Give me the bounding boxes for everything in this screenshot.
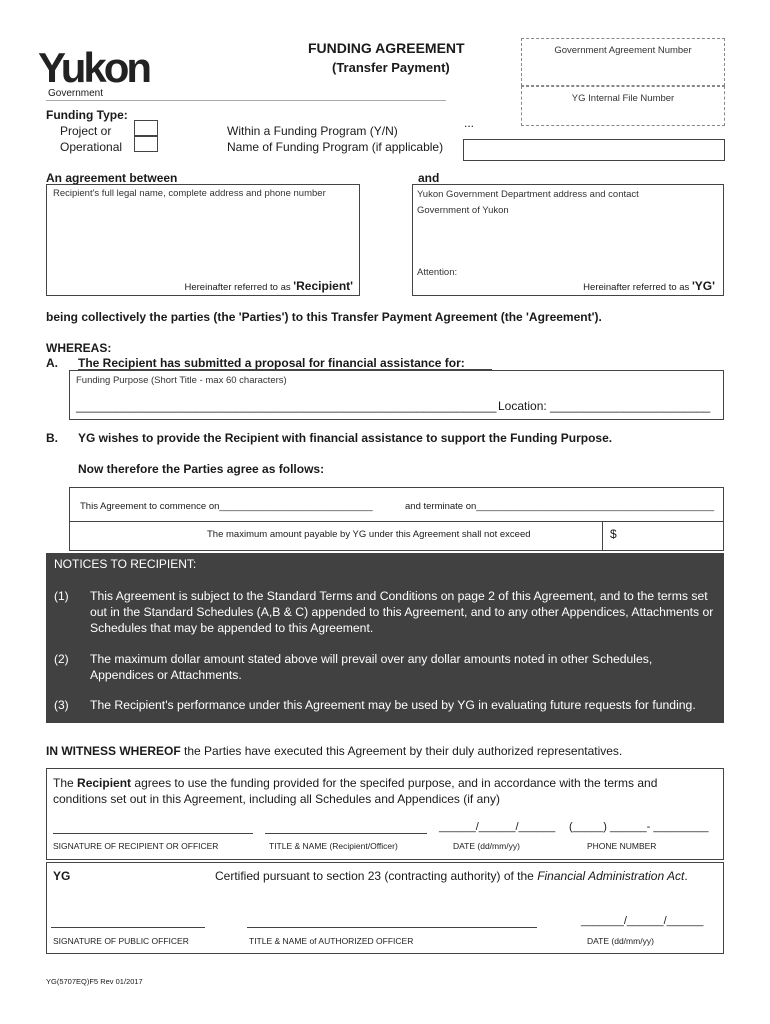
commence-field[interactable]: This Agreement to commence on_____________________________ [80, 501, 373, 512]
recipient-signature-line[interactable] [53, 833, 253, 834]
funding-purpose-box[interactable] [69, 370, 724, 420]
whereas-b-letter: B. [46, 431, 58, 445]
recipient-pre: The [53, 776, 74, 790]
yg-heading: YG [53, 869, 71, 883]
yg-signature-line[interactable] [51, 927, 205, 928]
witness-bold: IN WITNESS WHEREOF [46, 744, 181, 758]
yg-ref-prefix: Hereinafter referred to as [583, 282, 690, 293]
funding-type-operational: Operational [60, 140, 123, 154]
whereas-a-letter: A. [46, 356, 58, 370]
yukon-logo [38, 36, 162, 88]
witness-text [46, 744, 622, 758]
form-subtitle: (Transfer Payment) [332, 60, 450, 75]
whereas-a-text: The Recipient has submitted a proposal for financial assistance for: [78, 356, 465, 370]
recipient-phone-label: PHONE NUMBER [587, 841, 657, 851]
yg-date-label: DATE (dd/mm/yy) [587, 936, 654, 946]
max-amount-input[interactable]: $ [610, 527, 617, 541]
gov-agreement-number-label: Government Agreement Number [554, 45, 692, 56]
recipient-signature-box [46, 768, 724, 860]
notice-number: (1) [54, 589, 69, 603]
recipient-title-line[interactable] [265, 833, 427, 834]
yg-title-label: TITLE & NAME of AUTHORIZED OFFICER [249, 936, 414, 946]
notice-text: This Agreement is subject to the Standard Terms and Conditions on page 2 of this Agreement, and to the terms set out in the Standard Schedules (A,B & C) appended to this Agreement, and to any other Appendices, Attachments or Schedules that may be appended to this Agreement. [90, 589, 714, 635]
recipient-signature-label: SIGNATURE OF RECIPIENT OR OFFICER [53, 841, 219, 851]
location-field[interactable]: Location: ________________________ [498, 399, 711, 413]
term-divider [70, 521, 723, 522]
recipient-field-label: Recipient's full legal name, complete address and phone number [53, 188, 326, 199]
recipient-ref-prefix: Hereinafter referred to as [184, 282, 291, 293]
gov-agreement-number-field[interactable] [521, 38, 725, 86]
notice-text: The maximum dollar amount stated above will prevail over any dollar amounts noted in other Schedules, Appendices or Attachments. [90, 652, 653, 682]
funding-purpose-line[interactable]: _______________________________________________________________ [76, 399, 497, 413]
project-checkbox[interactable] [134, 120, 158, 136]
notices-panel [46, 553, 724, 723]
recipient-post: agrees to use the funding provided for the specifed purpose, and in accordance with the terms and conditions set out in this Agreement, including all Schedules and Appendices (if any) [53, 776, 658, 806]
yg-info-box[interactable] [412, 184, 724, 296]
recipient-ref [185, 279, 354, 293]
yg-certified-text [215, 869, 688, 883]
yg-dept-label: Yukon Government Department address and contact [417, 189, 639, 200]
agreement-between-label: An agreement between [46, 171, 178, 185]
yg-certified-prefix: Certified pursuant to section 23 (contracting authority) of the [215, 869, 534, 883]
funding-purpose-label: Funding Purpose (Short Title - max 60 characters) [76, 375, 287, 386]
yg-file-number-field[interactable] [521, 86, 725, 126]
and-label: and [418, 171, 440, 185]
yg-name: Government of Yukon [417, 205, 509, 216]
max-amount-divider [602, 521, 603, 551]
attention-label: Attention: [417, 267, 458, 278]
funding-type-heading: Funding Type: [46, 108, 128, 122]
recipient-agreement-text [53, 775, 713, 807]
recipient-bold: Recipient [77, 776, 132, 790]
recipient-date-label: DATE (dd/mm/yy) [453, 841, 520, 851]
yg-period: . [684, 869, 688, 883]
recipient-title-label: TITLE & NAME (Recipient/Officer) [269, 841, 398, 851]
collective-parties-text: being collectively the parties (the 'Parties') to this Transfer Payment Agreement (the 'Agreement'). [46, 310, 602, 324]
recipient-info-box[interactable] [46, 184, 360, 296]
program-yn-input[interactable]: ... [464, 116, 475, 130]
operational-checkbox[interactable] [134, 136, 158, 152]
form-title: FUNDING AGREEMENT [308, 40, 465, 56]
yg-date-input[interactable]: _______/______/______ [581, 915, 704, 927]
logo-subtitle: Government [48, 88, 104, 99]
form-code: YG(5707EQ)F5 Rev 01/2017 [46, 977, 143, 986]
logo-wordmark: Yukon [38, 44, 150, 88]
notice-text: The Recipient's performance under this Agreement may be used by YG in evaluating future requests for funding. [90, 698, 696, 712]
yg-file-number-label: YG Internal File Number [571, 93, 675, 104]
whereas-b-text: YG wishes to provide the Recipient with financial assistance to support the Funding Purpose. [78, 431, 613, 445]
terminate-field[interactable]: and terminate on_____________________________________________ [405, 501, 715, 512]
recipient-phone-input[interactable]: (_____) ______- _________ [569, 821, 709, 833]
funding-type-project: Project or [60, 124, 112, 138]
therefore-text: Now therefore the Parties agree as follows: [78, 462, 325, 476]
term-box [69, 487, 724, 551]
yg-act-name: Financial Administration Act [537, 869, 685, 883]
yg-signature-box [46, 862, 724, 954]
recipient-date-input[interactable]: ______/______/______ [439, 821, 556, 833]
logo-rule [46, 100, 446, 101]
whereas-heading: WHEREAS: [46, 341, 112, 355]
notices-heading: NOTICES TO RECIPIENT: [54, 557, 197, 571]
program-question: Within a Funding Program (Y/N) [227, 124, 398, 138]
max-amount-label: The maximum amount payable by YG under this Agreement shall not exceed [207, 529, 531, 540]
yg-ref-term: 'YG' [691, 279, 715, 293]
program-name-label: Name of Funding Program (if applicable) [227, 140, 444, 154]
yukon-logo-mark [38, 36, 162, 88]
notice-number: (2) [54, 652, 69, 666]
yg-ref [583, 279, 715, 293]
program-name-input[interactable] [463, 139, 725, 161]
witness-rest: the Parties have executed this Agreement by their duly authorized representatives. [184, 744, 623, 758]
yg-title-line[interactable] [247, 927, 537, 928]
notice-number: (3) [54, 698, 69, 712]
recipient-ref-term: 'Recipient' [293, 279, 353, 293]
yg-signature-label: SIGNATURE OF PUBLIC OFFICER [53, 936, 189, 946]
